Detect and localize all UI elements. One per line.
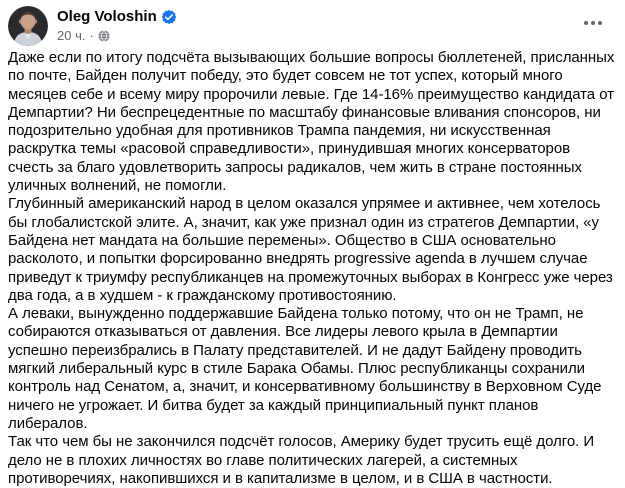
post-meta	[57, 27, 617, 44]
post-header-text	[57, 6, 617, 44]
ellipsis-dot	[591, 21, 595, 25]
more-options-button[interactable]	[577, 13, 609, 33]
ellipsis-dot	[584, 21, 588, 25]
globe-public-icon	[98, 30, 110, 42]
avatar-image	[8, 6, 48, 46]
post-header	[0, 0, 625, 46]
avatar[interactable]	[8, 6, 48, 46]
post-paragraph: А леваки, вынужденно поддержавшие Байдена только потому, что он не Трамп, не собираются отказываться от давления. Все лидеры левого крыла в Демпартии успешно переизбрались в Палату представителей. И не дадут Байдену проводить мягкий либеральный курс в стиле Барака Обамы. Плюс республиканцы сохранили контроль над Сенатом, а, значит, и консервативному большинству в Верховном Суде ничего не угрожает. И битва будет за каждый принципиальный пункт планов либералов.	[8, 305, 602, 432]
meta-separator: ·	[89, 28, 94, 43]
post-paragraph: Так что чем бы не закончился подсчёт голосов, Америку будет трусить ещё долго. И дело не в плохих личностях во главе политических лагерей, а системных противоречиях, накопившихся и в капитализме в целом, и в США в частности.	[8, 433, 595, 487]
ellipsis-dot	[598, 21, 602, 25]
post-paragraph: Даже если по итогу подсчёта вызывающих большие вопросы бюллетеней, присланных по почте, Байден получит победу, это будет совсем не тот успех, который много месяцев себе и всему миру пророчили левые. Где 14-16% преимущество кандидата от Демпартии? Ни беспрецедентные по масштабу финансовые вливания спонсоров, ни подозрительно удобная для противников Трампа пандемия, ни искусственная раскрутка темы «расовой справедливости», принудившая многих консерваторов счесть за благо удовлетворить запросы радикалов, чем жить в стране постоянных уличных волнений, не помогли.	[8, 49, 615, 195]
verified-badge-icon	[162, 10, 176, 24]
post-paragraph: Глубинный американский народ в целом оказался упрямее и активнее, чем хотелось бы глобалистской элите. А, значит, как уже признал один из стратегов Демпартии, «у Байдена нет мандата на большие перемены». Общество в США основательно расколото, и попытки форсированно внедрять progressive agenda в лучшем случае приведут к триумфу республиканцев на промежуточных выборах в Конгресс уже через два года, а в худшем - к гражданскому противостоянию.	[8, 195, 613, 304]
author-row	[57, 7, 617, 26]
post-text	[0, 46, 625, 488]
timestamp[interactable]: 20 ч.	[57, 28, 86, 43]
author-name[interactable]: Oleg Voloshin	[57, 8, 157, 25]
